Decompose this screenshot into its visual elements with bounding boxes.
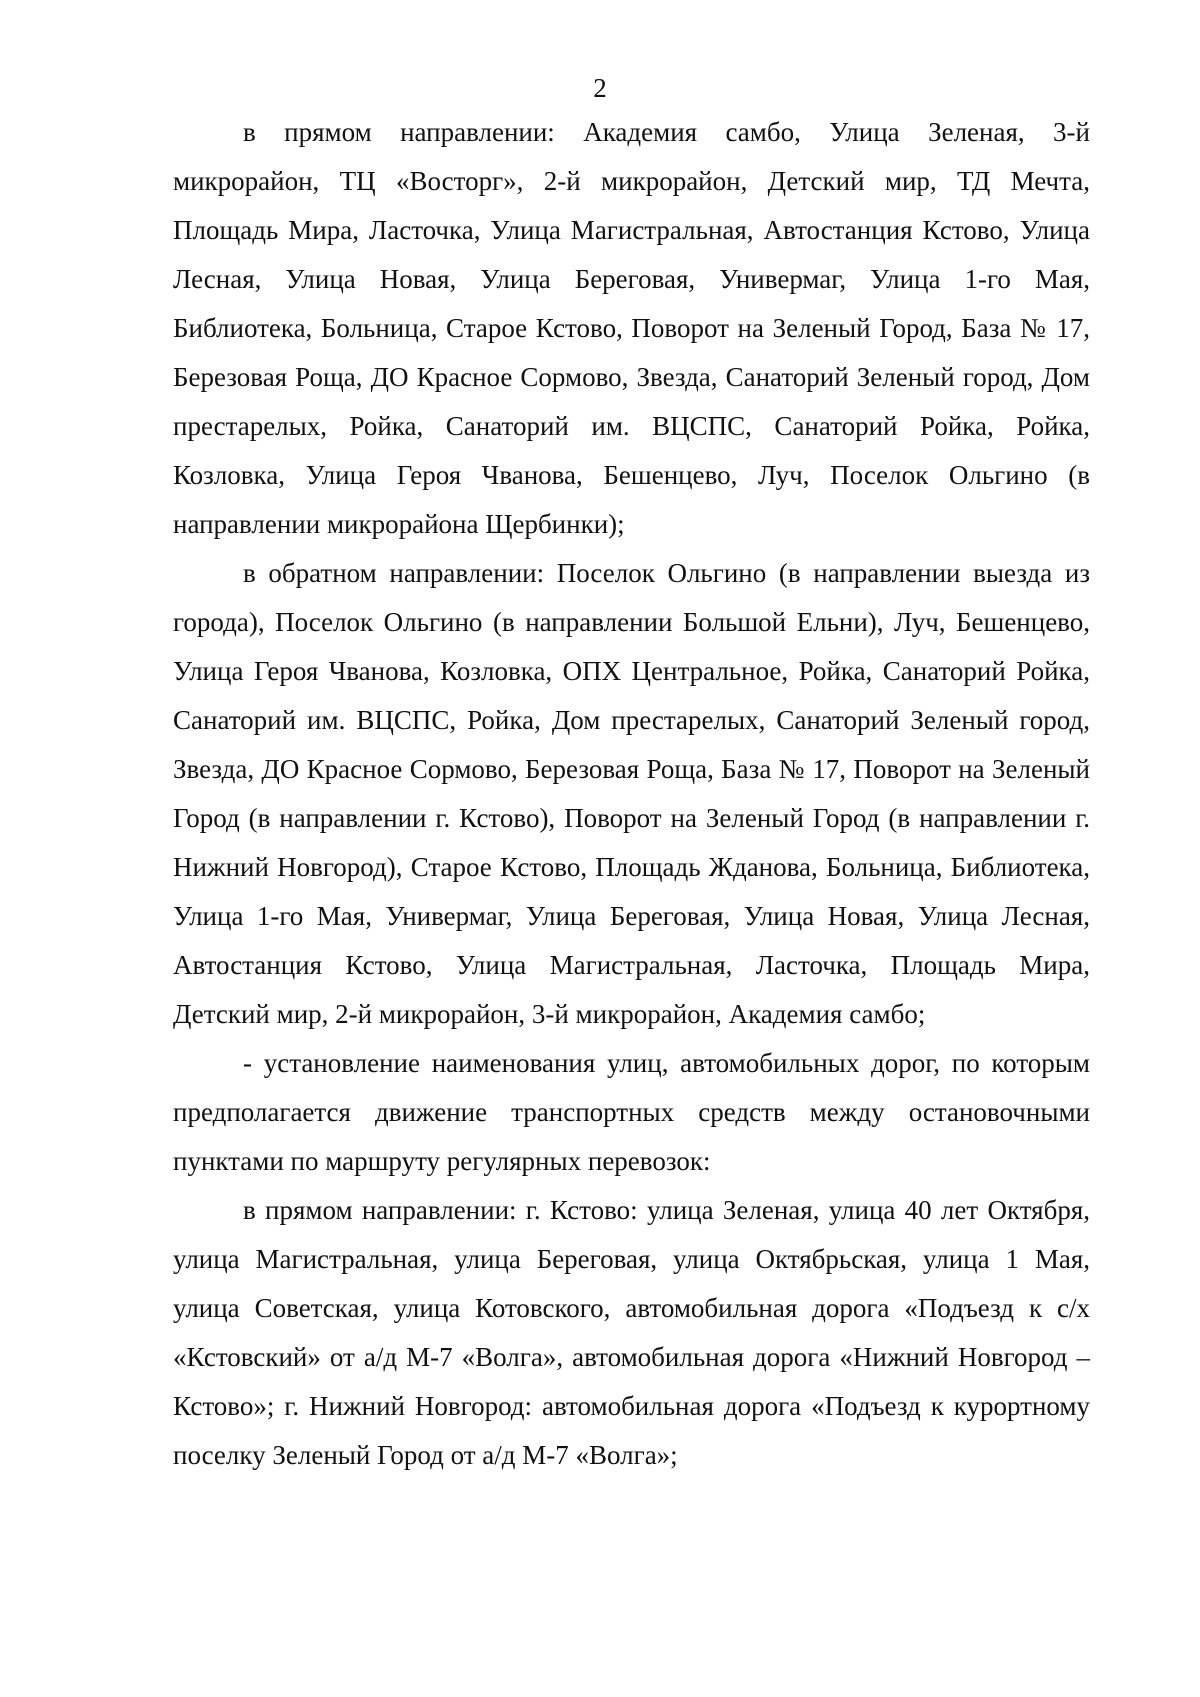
page-number: 2 (593, 73, 607, 103)
document-body (173, 108, 1090, 1480)
paragraph-streets-heading: - установление наименования улиц, автомобильных дорог, по которым предполагается движение транспортных средств между остановочными пунктами по маршруту регулярных перевозок: (173, 1048, 1090, 1176)
paragraph-forward-streets: в прямом направлении: г. Кстово: улица Зеленая, улица 40 лет Октября, улица Магистральная, улица Береговая, улица Октябрьская, улица 1 Мая, улица Советская, улица Котовского, автомобильная дорога «Подъезд к с/х «Кстовский» от а/д М-7 «Волга», автомобильная дорога «Нижний Новгород – Кстово»; г. Нижний Новгород: автомобильная дорога «Подъезд к курортному поселку Зеленый Город от а/д М-7 «Волга»; (173, 1195, 1090, 1470)
paragraph-reverse-stops: в обратном направлении: Поселок Ольгино (в направлении выезда из города), Поселок Ольгино (в направлении Большой Ельни), Луч, Бешенцево, Улица Героя Чванова, Козловка, ОПХ Центральное, Ройка, Санаторий Ройка, Санаторий им. ВЦСПС, Ройка, Дом престарелых, Санаторий Зеленый город, Звезда, ДО Красное Сормово, Березовая Роща, База № 17, Поворот на Зеленый Город (в направлении г. Кстово), Поворот на Зеленый Город (в направлении г. Нижний Новгород), Старое Кстово, Площадь Жданова, Больница, Библиотека, Улица 1-го Мая, Универмаг, Улица Береговая, Улица Новая, Улица Лесная, Автостанция Кстово, Улица Магистральная, Ласточка, Площадь Мира, Детский мир, 2-й микрорайон, 3-й микрорайон, Академия самбо; (173, 558, 1090, 1029)
paragraph-forward-stops: в прямом направлении: Академия самбо, Улица Зеленая, 3-й микрорайон, ТЦ «Восторг», 2-й микрорайон, Детский мир, ТД Мечта, Площадь Мира, Ласточка, Улица Магистральная, Автостанция Кстово, Улица Лесная, Улица Новая, Улица Береговая, Универмаг, Улица 1-го Мая, Библиотека, Больница, Старое Кстово, Поворот на Зеленый Город, База № 17, Березовая Роща, ДО Красное Сормово, Звезда, Санаторий Зеленый город, Дом престарелых, Ройка, Санаторий им. ВЦСПС, Санаторий Ройка, Ройка, Козловка, Улица Героя Чванова, Бешенцево, Луч, Поселок Ольгино (в направлении микрорайона Щербинки); (173, 117, 1090, 539)
